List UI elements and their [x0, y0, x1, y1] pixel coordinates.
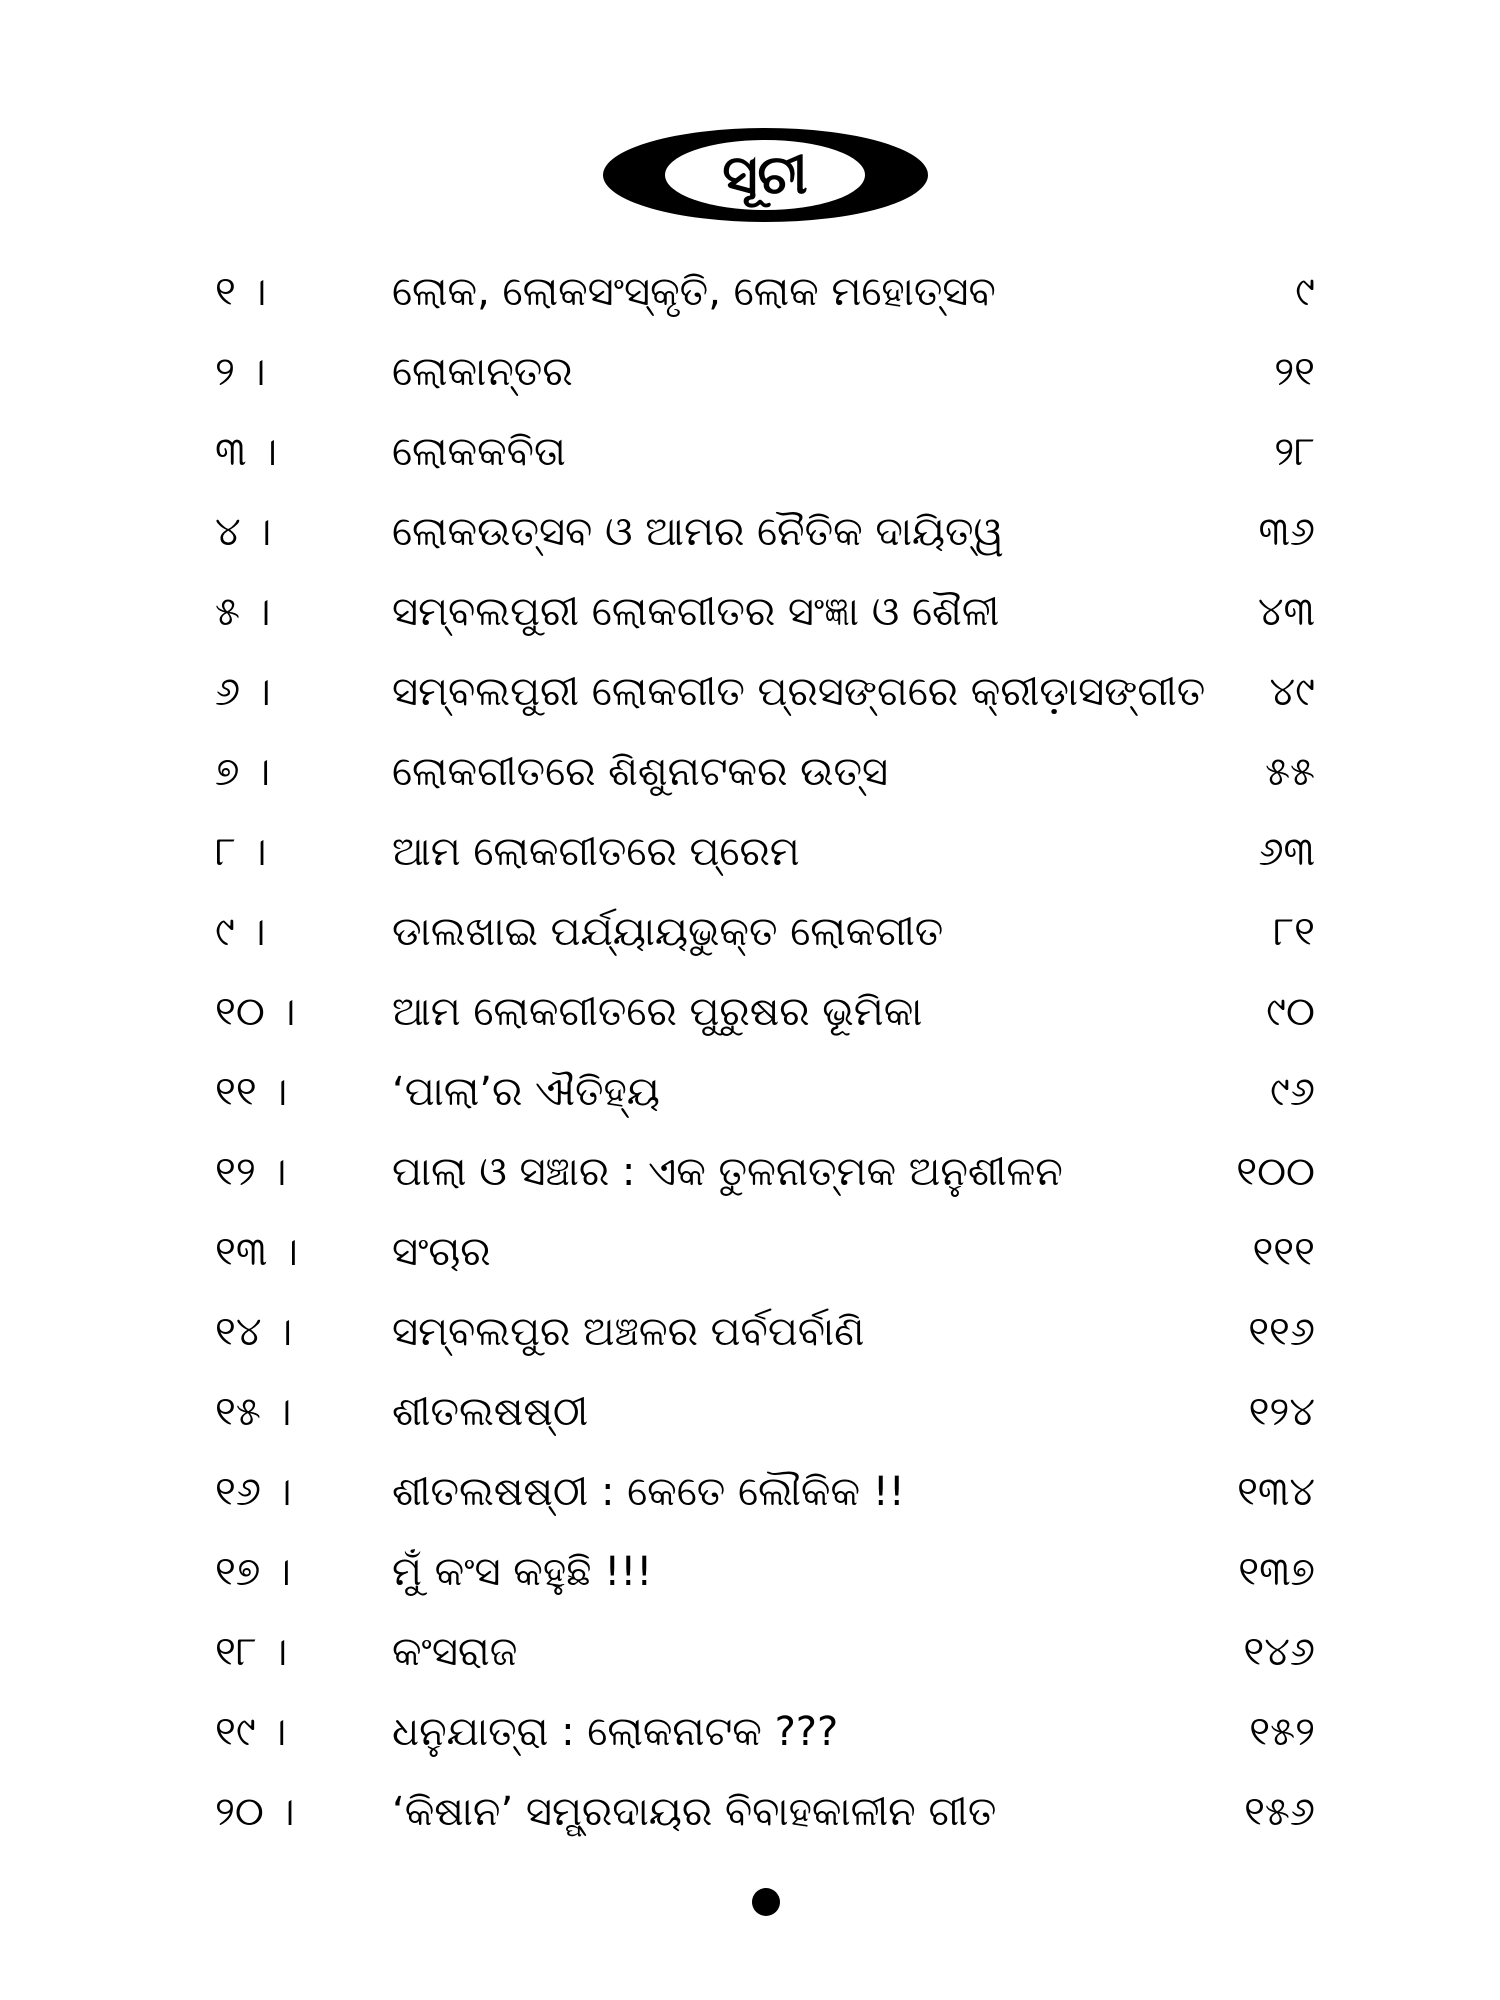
toc-entry-title: ସମ୍ବଲପୁର ଅଞ୍ଚଳର ପର୍ବପର୍ବାଣି [392, 1309, 865, 1355]
toc-entry [0, 1132, 1500, 1212]
toc-entry [0, 1212, 1500, 1292]
toc-entry-page: ୧୪୬ [1243, 1629, 1315, 1675]
toc-entry [0, 1612, 1500, 1692]
toc-entry-number: ୧୪ । [215, 1309, 293, 1355]
toc-entry-title: ‘କିଷାନ’ ସମ୍ପ୍ରଦାୟର ବିବାହକାଳୀନ ଗୀତ [392, 1789, 997, 1835]
toc-entry-page: ୧୩୭ [1238, 1549, 1315, 1595]
toc-entry-page: ୪୯ [1269, 669, 1315, 715]
toc-entry-title: ଲୋକାନ୍ତର [392, 349, 573, 395]
toc-entry-page: ୧୨୪ [1248, 1389, 1315, 1435]
toc-entry-title: ଡାଲଖାଇ ପର୍ଯ୍ୟାୟଭୁକ୍ତ ଲୋକଗୀତ [392, 909, 944, 955]
toc-entry-number: ୨ । [215, 349, 266, 395]
toc-entry-number: ୧୨ । [215, 1149, 287, 1195]
toc-entry-title: କଂସରାଜ [392, 1629, 518, 1675]
toc-entry-page: ୧୫୨ [1249, 1709, 1315, 1755]
toc-entry-title: ମୁଁ କଂସ କହୁଛି !!! [392, 1549, 653, 1595]
toc-entry-title: ‘ପାଲା’ର ଐତିହ୍ୟ [392, 1069, 660, 1115]
toc-entry-title: ସମ୍ବଲପୁରୀ ଲୋକଗୀତର ସଂଜ୍ଞା ଓ ଶୈଳୀ [392, 589, 1000, 635]
toc-entry-title: ଆମ ଲୋକଗୀତରେ ପ୍ରେମ [392, 829, 800, 875]
toc-entry-title: ଧନୁଯାତ୍ରା : ଲୋକନାଟକ ??? [392, 1709, 839, 1755]
toc-entry-page: ୯୬ [1270, 1069, 1315, 1115]
toc-entry [0, 332, 1500, 412]
toc-entry-number: ୧୩ । [215, 1229, 298, 1275]
toc-entry-number: ୫ । [215, 589, 271, 635]
toc-entry-page: ୧୧୬ [1248, 1309, 1315, 1355]
toc-entry-page: ୧୫୬ [1244, 1789, 1315, 1835]
toc-entry [0, 1372, 1500, 1452]
toc-entry-number: ୭ । [215, 749, 271, 795]
toc-entry [0, 1692, 1500, 1772]
toc-entry [0, 732, 1500, 812]
toc-entry [0, 892, 1500, 972]
toc-entry-title: ସମ୍ବଲପୁରୀ ଲୋକଗୀତ ପ୍ରସଙ୍ଗରେ କ୍ରୀଡ଼ାସଙ୍ଗୀତ [392, 669, 1206, 715]
toc-entry-page: ୨୮ [1274, 429, 1315, 475]
toc-entry [0, 1452, 1500, 1532]
toc-entry-number: ୨୦ । [215, 1789, 295, 1835]
toc-entry [0, 1292, 1500, 1372]
toc-entry-number: ୧୫ । [215, 1389, 292, 1435]
toc-entry-title: ପାଲା ଓ ସଞ୍ଚାର : ଏକ ତୁଳନାତ୍ମକ ଅନୁଶୀଳନ [392, 1149, 1063, 1195]
toc-entry [0, 412, 1500, 492]
toc-entry-number: ୧୯ । [215, 1709, 287, 1755]
toc-entry-number: ୯ । [215, 909, 266, 955]
toc-entry [0, 972, 1500, 1052]
toc-entry-title: ଶୀତଲଷଷ୍ଠୀ [392, 1389, 589, 1435]
toc-entry-title: ଲୋକ, ଲୋକସଂସ୍କୃତି, ଲୋକ ମହୋତ୍ସବ [392, 269, 996, 315]
toc-entry [0, 1772, 1500, 1852]
toc-entry-number: ୮ । [215, 829, 267, 875]
toc-entry-title: ଲୋକକବିତା [392, 429, 566, 475]
toc-entry-title: ସଂଚାର [392, 1229, 491, 1275]
toc-entry-page: ୩୬ [1258, 509, 1315, 555]
toc-entry [0, 652, 1500, 732]
toc-entry-title: ଆମ ଲୋକଗୀତରେ ପୁରୁଷର ଭୂମିକା [392, 989, 923, 1035]
toc-entry [0, 492, 1500, 572]
toc-entry-page: ୨୧ [1274, 349, 1315, 395]
toc-entry-page: ୧୧୧ [1252, 1229, 1315, 1275]
page-end-bullet [752, 1888, 780, 1916]
toc-entry-number: ୧୧ । [215, 1069, 288, 1115]
toc-entry-page: ୧୩୪ [1237, 1469, 1315, 1515]
toc-entry [0, 812, 1500, 892]
toc-entry-page: ୧୦୦ [1236, 1149, 1315, 1195]
toc-entry-page: ୬୩ [1258, 829, 1315, 875]
toc-entry-number: ୧୮ । [215, 1629, 288, 1675]
toc-entry-page: ୯ [1295, 269, 1315, 315]
toc-entry-number: ୬ । [215, 669, 271, 715]
toc-entry [0, 252, 1500, 332]
toc-entry-title: ଲୋକଉତ୍ସବ ଓ ଆମର ନୈତିକ ଦାୟିତ୍ୱ [392, 509, 1004, 555]
toc-entry [0, 1532, 1500, 1612]
toc-entry-page: ୪୩ [1257, 589, 1315, 635]
title-badge-inner [665, 140, 865, 210]
toc-entry [0, 1052, 1500, 1132]
toc-entry-number: ୧ । [215, 269, 267, 315]
toc-entry-number: ୧୭ । [215, 1549, 292, 1595]
toc-entry-page: ୯୦ [1266, 989, 1315, 1035]
title-badge [603, 128, 928, 222]
toc-entry-number: ୩ । [215, 429, 278, 475]
toc-entry-page: ୫୫ [1265, 749, 1315, 795]
page-title: ସୂଚୀ [722, 143, 808, 206]
toc-entry-number: ୧୦ । [215, 989, 296, 1035]
toc-entry-number: ୪ । [215, 509, 272, 555]
toc-entry [0, 572, 1500, 652]
table-of-contents [0, 252, 1500, 1852]
toc-entry-page: ୮୧ [1273, 909, 1315, 955]
toc-entry-title: ଶୀତଲଷଷ୍ଠୀ : କେତେ ଲୌକିକ !! [392, 1469, 905, 1515]
toc-entry-title: ଲୋକଗୀତରେ ଶିଶୁନାଟକର ଉତ୍ସ [392, 749, 889, 795]
toc-entry-number: ୧୬ । [215, 1469, 292, 1515]
